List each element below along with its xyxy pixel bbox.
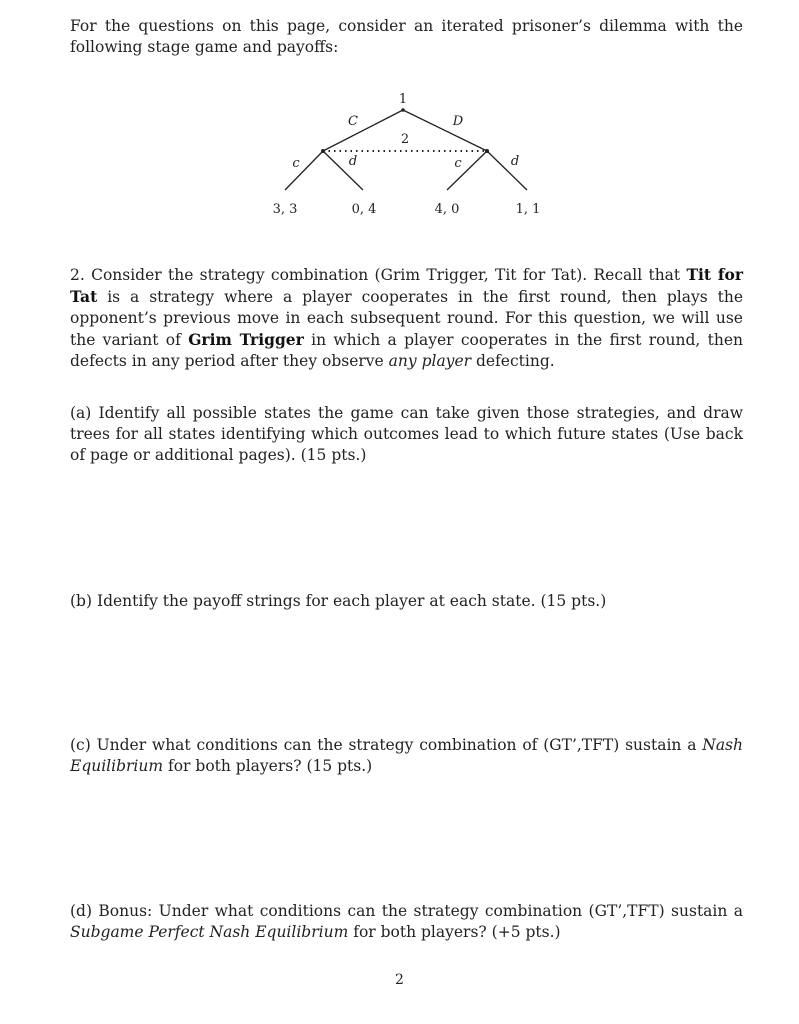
player2-label: 2 xyxy=(400,132,410,147)
part-c-italic: Nash Equilibrium xyxy=(70,736,743,775)
payoff-cc: 3, 3 xyxy=(272,202,298,217)
part-d-italic: Subgame Perfect Nash Equilibrium xyxy=(70,923,349,941)
part-d-suffix: for both players? (+5 pts.) xyxy=(348,923,561,941)
right-c-label: c xyxy=(454,156,462,171)
left-d-label: d xyxy=(348,154,358,169)
right-d-label: d xyxy=(510,154,520,169)
right-node xyxy=(485,149,489,153)
edge-p1-cooperate xyxy=(323,110,403,151)
part-d-prefix: (d) Bonus: Under what conditions can the strategy combination (GT’,TFT) sustain a xyxy=(70,902,743,920)
intro-paragraph: For the questions on this page, consider an iterated prisoner’s dilemma with the following stage game and payoffs: xyxy=(70,17,743,56)
q2-any-player: any player xyxy=(388,352,472,370)
player1-label: 1 xyxy=(398,92,408,107)
part-b-paragraph: (b) Identify the payoff strings for each player at each state. (15 pts.) xyxy=(70,592,607,610)
q2-middle: is a strategy where a player cooperates in the first round, then plays the opponent’s previous move in each subsequent round. For this question, we will use the variant of xyxy=(70,288,743,349)
q2-end: defecting. xyxy=(471,352,555,370)
question-2-paragraph xyxy=(70,264,743,372)
part-c-paragraph xyxy=(70,735,743,777)
part-d-paragraph xyxy=(70,901,743,943)
left-node xyxy=(321,149,325,153)
payoff-cd: 0, 4 xyxy=(351,202,377,217)
payoff-dd: 1, 1 xyxy=(515,202,541,217)
game-tree-diagram xyxy=(0,0,799,230)
edge-right-d xyxy=(487,151,527,190)
edge-right-c xyxy=(447,151,487,190)
page-number: 2 xyxy=(395,972,404,988)
part-c-prefix: (c) Under what conditions can the strategy combination of (GT’,TFT) sustain a xyxy=(70,736,703,754)
q2-tit-for-tat: Tit for Tat xyxy=(70,265,743,306)
action-C-label: C xyxy=(348,114,358,129)
q2-grim-trigger: Grim Trigger xyxy=(188,330,304,349)
part-a-paragraph: (a) Identify all possible states the game can take given those strategies, and draw trees for all states identifying which outcomes lead to which future states (Use back of page or additional pages). (15 pts.) xyxy=(70,404,743,464)
part-c-suffix: for both players? (15 pts.) xyxy=(163,757,373,775)
root-node xyxy=(401,108,405,112)
action-D-label: D xyxy=(452,114,464,129)
edge-left-c xyxy=(285,151,323,190)
q2-prefix: 2. Consider the strategy combination (Grim Trigger, Tit for Tat). Recall that xyxy=(70,266,687,284)
left-c-label: c xyxy=(292,156,300,171)
edge-p1-defect xyxy=(400,110,487,151)
q2-suffix: in which a player cooperates in the first round, then defects in any period after they observe xyxy=(70,331,743,370)
payoff-dc: 4, 0 xyxy=(434,202,460,217)
